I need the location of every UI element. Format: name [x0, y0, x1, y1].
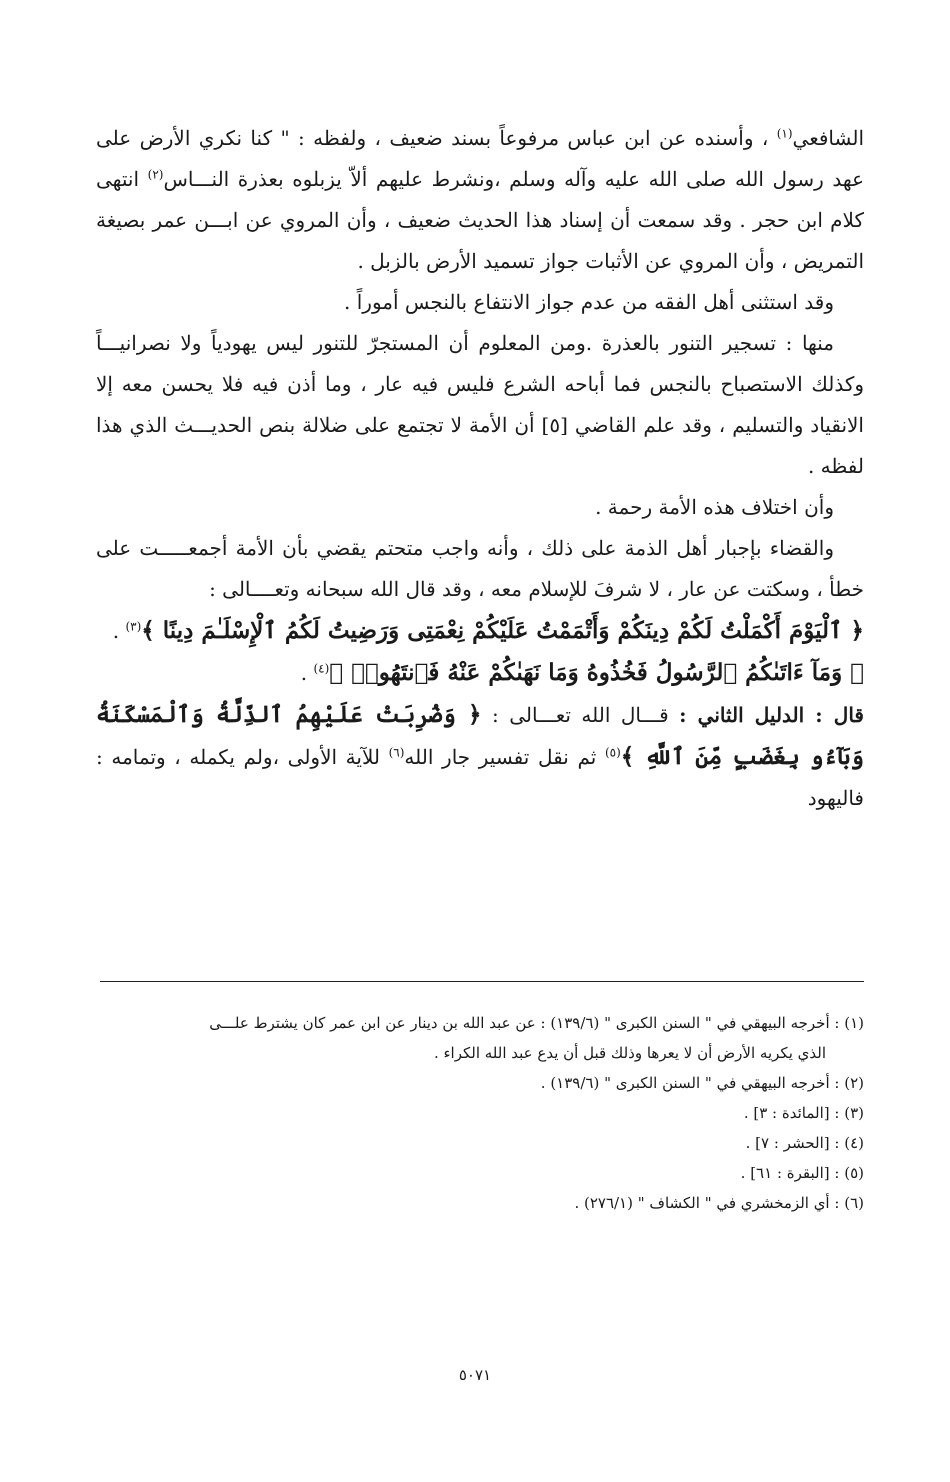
footnote-3 [96, 1098, 864, 1128]
text-run: انتهى كلام ابن حجر . وقد سمعت أن إسناد هذا الحديث ضعيف ، وأن المروي عن ابـــن عمر بصيغة التمريض ، وأن المروي عن الأثبات جواز تسميد الأرض بالزبل . [96, 167, 864, 273]
text-run: ثم نقل تفسير جار الله [404, 745, 605, 769]
footnote-4 [96, 1128, 864, 1158]
footnote-2 [96, 1068, 864, 1098]
footnote-ref-3[interactable]: (٣) [125, 619, 142, 634]
footnote-ref-2[interactable]: (٢) [147, 167, 164, 182]
paragraph-5: والقضاء بإجبار أهل الذمة على ذلك ، وأنه واجب متحتم يقضي بأن الأمة أجمعـــــت على خطأ ، وسكتت عن عار ، لا شرفَ للإسلام معه ، وقد قال الله سبحانه وتعــــالى : [96, 536, 864, 601]
paragraph-4: وأن اختلاف هذه الأمة رحمة . [595, 495, 834, 519]
verse-text: ﴿ وَمَآ ءَاتَىٰكُمُ ٱلرَّسُولُ فَخُذُوهُ وَمَا نَهَىٰكُمْ عَنْهُ فَٱنتَهُوا۟ ﴾ [329, 659, 864, 686]
text-run: . [300, 661, 314, 685]
footnote-number: (٣) : [834, 1104, 864, 1122]
footnote-text: أي الزمخشري في " الكشاف " (٢٧٦/١) . [574, 1194, 830, 1212]
page-number: ٥٠٧١ [458, 1366, 492, 1384]
paragraph-2: وقد استثنى أهل الفقه من عدم جواز الانتفاع بالنجس أموراً . [344, 290, 834, 314]
footnote-text: أخرجه البيهقي في " السنن الكبرى " (١٣٩/٦) . [540, 1074, 830, 1092]
paragraph-3: منها : تسجير التنور بالعذرة .ومن المعلوم أن المستجرّ للتنور ليس يهودياً ولا نصرانيـــاً وكذلك الاستصباح بالنجس فما أباحه الشرع فليس فيه عار ، وما أذن فيه فلا يحسن معه إلا الانقياد والتسليم ، وقد علم القاضي [٥] أن الأمة لا تجتمع على ضلالة بنص الحديـــث الذي هذا لفظه . [96, 331, 864, 478]
footnote-divider [100, 981, 864, 982]
footnotes [96, 1008, 864, 1218]
quran-verse-1 [96, 610, 864, 652]
footnote-number: (١) : [834, 1014, 864, 1032]
footnote-6 [96, 1188, 864, 1218]
text-run: . [112, 619, 126, 643]
footnote-continuation: الذي يكريه الأرض أن لا يعرها وذلك قبل أن يدع عبد الله الكراء . [433, 1044, 826, 1062]
footnote-ref-1[interactable]: (١) [776, 126, 793, 141]
text-run: الشافعي [792, 126, 864, 150]
quran-verse-2 [96, 652, 864, 694]
footnote-ref-6[interactable]: (٦) [388, 745, 405, 760]
verse-text: ﴿ ٱلْيَوْمَ أَكْمَلْتُ لَكُمْ دِينَكُمْ وَأَتْمَمْتُ عَلَيْكُمْ نِعْمَتِى وَرَضِيتُ لَكُمُ ٱلْإِسْلَـٰمَ دِينًا ﴾ [141, 617, 864, 644]
main-text [96, 118, 864, 819]
footnote-1 [96, 1008, 864, 1068]
verse-text: ﴿ وَضُرِبَتْ عَلَيْهِمُ ٱلذِّلَّةُ وَٱلْمَسْكَنَةُ وَبَآءُو بِغَضَبٍ مِّنَ ٱللَّهِ ﴾ [96, 701, 864, 770]
text-run: للآية الأولى ،ولم يكمله ، وتمامه : فاليهود [96, 745, 864, 810]
text-run: ، وأسنده عن ابن عباس مرفوعاً بسند ضعيف ، ولفظه : " كنا نكري الأرض على عهد رسول الله صلى الله عليه وآله وسلم ،ونشرط عليهم ألاّ يزبلوه بعذرة النـــاس [96, 126, 865, 191]
footnote-number: (٥) : [834, 1164, 864, 1182]
footnote-number: (٤) : [834, 1134, 864, 1152]
paragraph-6 [96, 694, 864, 819]
paragraph-1 [96, 118, 864, 282]
footnote-text: [الحشر : ٧] . [745, 1134, 830, 1152]
footnote-text: [المائدة : ٣] . [743, 1104, 830, 1122]
footnote-number: (٢) : [834, 1074, 864, 1092]
section-heading: قال : الدليل الثاني : [679, 703, 864, 727]
footnote-5 [96, 1158, 864, 1188]
footnote-ref-5[interactable]: (٥) [604, 745, 621, 760]
footnote-text: [البقرة : ٦١] . [740, 1164, 830, 1182]
footnote-ref-4[interactable]: (٤) [313, 661, 330, 676]
footnote-number: (٦) : [834, 1194, 864, 1212]
footnote-text: أخرجه البيهقي في " السنن الكبرى " (١٣٩/٦) : عن عبد الله بن دينار عن ابن عمر كان يشترط علـــى [209, 1014, 830, 1032]
text-run: قـــال الله تعـــالى : [481, 703, 680, 727]
